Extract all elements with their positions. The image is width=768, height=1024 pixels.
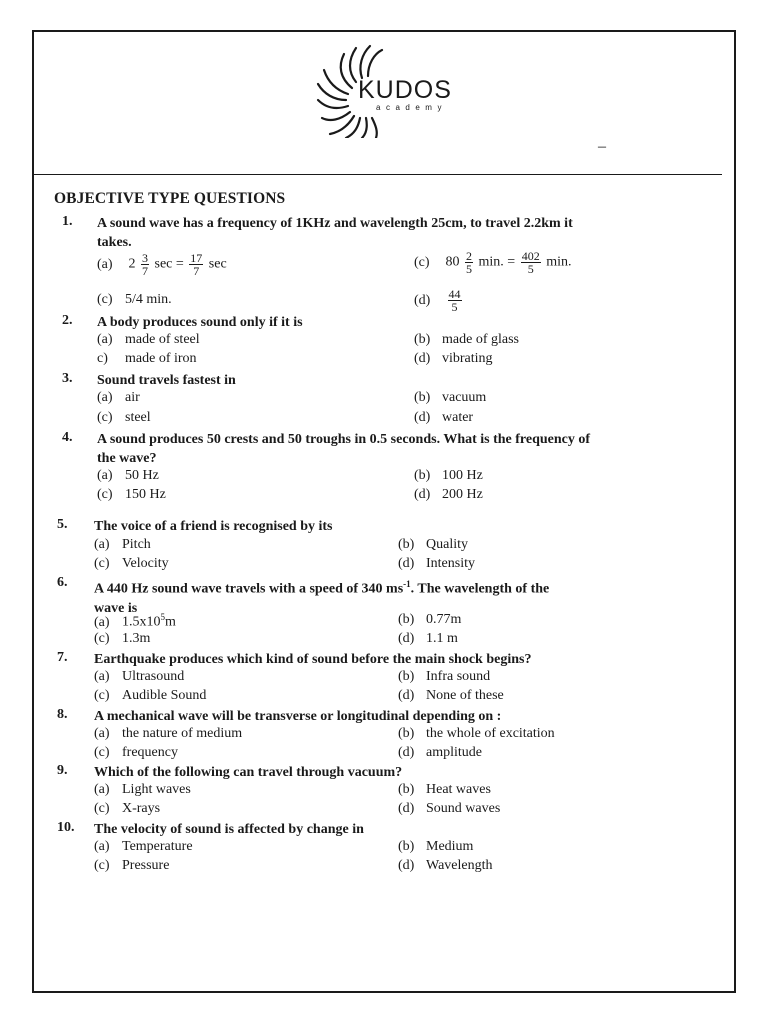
option-label: (b) [414,390,431,405]
option-text: Wavelength [426,858,493,873]
question-text: The voice of a friend is recognised by its [94,519,333,534]
question-number: 7. [57,650,68,665]
option-b[interactable] [414,468,483,484]
option-label: (a) [94,614,110,630]
option-b[interactable] [414,332,519,348]
option-label: (b) [398,612,415,627]
option-a[interactable] [97,390,140,406]
option-label: (c) [94,858,110,873]
option-a[interactable] [94,726,242,742]
option-text: 1.5x10 [122,614,161,630]
option-tail: m [165,614,176,630]
header-dash: – [598,138,606,155]
option-text: water [442,410,474,425]
question-number: 6. [57,575,68,590]
option-label: (a) [94,782,110,797]
option-label: (c) [94,631,110,646]
numerator: 17 [190,251,203,265]
option-c[interactable] [94,556,169,572]
option-text: frequency [122,745,178,760]
option-d[interactable] [398,688,504,704]
option-label: (b) [398,726,415,741]
option-a[interactable] [97,332,200,348]
option-b[interactable] [398,782,491,798]
header-divider [32,174,722,175]
option-label: (b) [414,468,431,483]
option-label: (b) [414,332,431,347]
logo-subtext: academy [376,103,447,112]
option-text: None of these [426,688,504,703]
option-text: vacuum [442,390,487,405]
option-text: Temperature [122,839,193,854]
question-number: 10. [57,820,75,835]
option-text: Ultrasound [122,669,185,684]
option-d[interactable] [398,858,493,874]
question-text: Earthquake produces which kind of sound before the main shock begins? [94,652,532,667]
option-label: (a) [94,726,110,741]
option-text: Light waves [122,782,191,797]
option-text: 100 Hz [442,468,483,483]
section-title: OBJECTIVE TYPE QUESTIONS [54,190,286,207]
option-label: (b) [398,537,415,552]
superscript: -1 [403,579,411,589]
option-b[interactable] [398,537,468,553]
option-text: Medium [426,839,474,854]
question-text: The velocity of sound is affected by change in [94,822,364,837]
option-c[interactable] [94,631,150,647]
option-label: (b) [398,782,415,797]
option-text: Heat waves [426,782,491,797]
option-text: the whole of excitation [426,726,555,741]
option-c[interactable] [94,801,160,817]
option-text: made of glass [442,332,519,347]
option-b[interactable] [398,839,473,855]
option-label: (c) [97,410,113,425]
option-b[interactable] [398,612,461,628]
question-text: Which of the following can travel through vacuum? [94,765,403,780]
option-d[interactable] [414,288,464,313]
option-text: Quality [426,537,468,552]
question-text: A sound produces 50 crests and 50 troughs in 0.5 seconds. What is the frequency of the wave? [97,432,591,466]
denominator: 5 [527,262,534,276]
numerator: 402 [521,249,540,263]
question-text: A mechanical wave will be transverse or longitudinal depending on : [94,709,502,724]
option-label: (a) [94,537,110,552]
question-text: A body produces sound only if it is [97,315,303,330]
option-label: (d) [414,351,431,366]
option-label: (c) [414,254,430,270]
option-d[interactable] [398,745,482,761]
numerator: 3 [142,251,148,265]
option-text: 150 Hz [125,487,166,502]
denominator: 5 [466,262,472,276]
kudos-academy-logo [310,38,460,138]
question-text: A sound wave has a frequency of 1KHz and wavelength 25cm, to travel 2.2km it takes. [97,216,573,250]
option-d[interactable] [398,801,500,817]
option-b[interactable] [414,390,486,406]
option-d[interactable] [414,351,493,367]
option-label: (a) [94,669,110,684]
option-text: made of steel [125,332,200,347]
option-label: (d) [398,556,415,571]
option-label: (a) [94,839,110,854]
option-label: (c) [94,688,110,703]
option-label: (a) [97,256,113,272]
option-text: vibrating [442,351,493,366]
option-text: Infra sound [426,669,491,684]
option-tail: min. [546,254,572,270]
option-label: (d) [398,745,415,760]
question-text-part: . The wavelength of the wave is [94,581,550,616]
option-c[interactable] [94,688,206,704]
option-text: Velocity [122,556,169,571]
option-a[interactable] [94,839,193,855]
option-d[interactable] [398,556,475,572]
option-text: amplitude [426,745,482,760]
fraction [141,252,149,277]
superscript: 5 [160,612,165,622]
option-label: (d) [398,631,415,646]
logo-text: KUDOS [358,76,452,104]
option-text: X-rays [122,801,161,816]
fraction-whole: 2 [128,256,136,272]
option-b[interactable] [398,726,555,742]
option-a[interactable] [94,537,151,553]
option-text: steel [125,410,151,425]
option-a[interactable] [94,669,184,685]
option-label: (a) [97,332,113,347]
option-text: 1.1 m [426,631,458,646]
option-a[interactable] [97,252,227,277]
option-tail: sec [208,256,227,272]
option-text: Pitch [122,537,151,552]
option-label: (b) [398,669,415,684]
option-mid: min. = [478,254,516,270]
option-label: (a) [97,468,113,483]
option-label: (b) [398,839,415,854]
option-text: the nature of medium [122,726,243,741]
option-label: (d) [398,688,415,703]
option-text: made of iron [125,351,197,366]
option-text: 1.3m [122,631,151,646]
option-b[interactable] [398,669,490,685]
option-text: Intensity [426,556,475,571]
question-number: 5. [57,517,68,532]
option-label: (c) [94,745,110,760]
denominator: 7 [193,264,200,278]
denominator: 5 [451,300,458,314]
question-text-part: A 440 Hz sound wave travels with a speed of 340 ms [94,581,404,597]
option-text: 50 Hz [125,468,159,483]
question-number: 2. [62,313,73,328]
option-text: Pressure [122,858,170,873]
option-label: c) [97,351,108,366]
fraction [189,252,203,277]
option-a[interactable] [94,612,176,631]
option-text: Sound waves [426,801,501,816]
option-text: 200 Hz [442,487,483,502]
option-label: (d) [414,292,431,308]
option-d[interactable] [414,487,483,503]
option-d[interactable] [414,410,473,426]
option-a[interactable] [94,782,191,798]
question-number: 1. [62,214,73,229]
option-text: air [125,390,140,405]
question-number: 8. [57,707,68,722]
question-number: 4. [62,430,73,445]
option-c[interactable] [97,351,197,367]
option-label: (c) [94,556,110,571]
option-c[interactable] [94,858,169,874]
denominator: 7 [142,264,148,278]
option-label: (c) [97,292,113,307]
fraction [448,288,462,313]
option-c[interactable] [414,250,571,275]
option-label: (d) [414,410,431,425]
option-label: (c) [97,487,113,502]
option-label: (d) [398,801,415,816]
option-text: 5/4 min. [125,292,172,307]
option-text: Audible Sound [122,688,207,703]
option-c[interactable] [97,487,166,503]
option-label: (d) [414,487,431,502]
option-c[interactable] [97,410,151,426]
option-label: (a) [97,390,113,405]
fraction [521,250,541,275]
question-number: 3. [62,371,73,386]
option-c[interactable] [97,292,172,308]
option-text: 0.77m [426,612,462,627]
numerator: 44 [448,287,461,301]
fraction-whole: 80 [445,254,460,270]
option-d[interactable] [398,631,458,647]
option-label: (d) [398,858,415,873]
option-label: (c) [94,801,110,816]
option-c[interactable] [94,745,178,761]
fraction [465,250,473,275]
question-text: Sound travels fastest in [97,373,236,388]
question-number: 9. [57,763,68,778]
option-a[interactable] [97,468,159,484]
option-mid: sec = [154,256,184,272]
numerator: 2 [466,249,472,263]
